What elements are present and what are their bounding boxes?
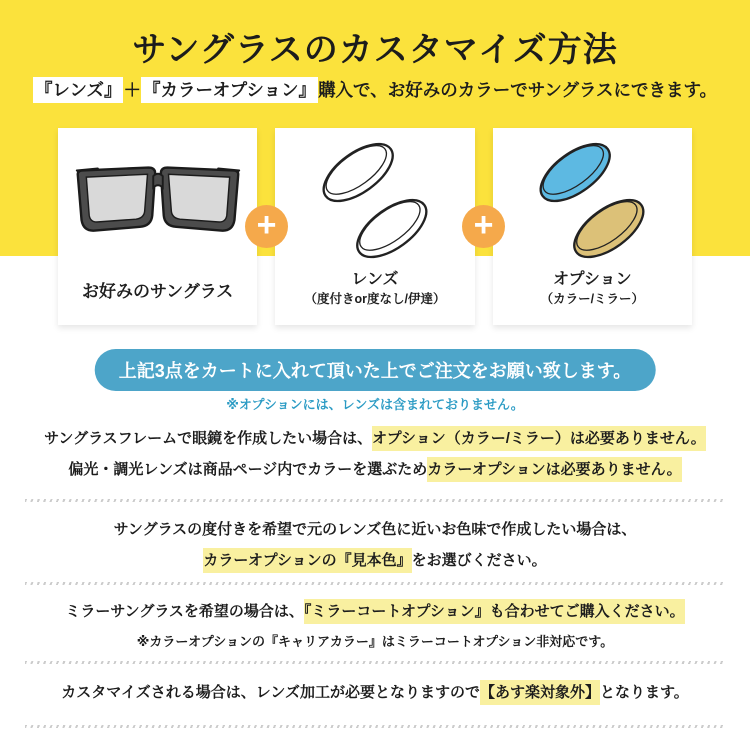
note-block-sample-color — [0, 514, 750, 576]
plus-icon — [245, 205, 288, 248]
step-label: レンズ — [351, 271, 399, 288]
subtitle-rest: 購入で、お好みのカラーでサングラスにできます。 — [318, 80, 718, 100]
note-highlight: カラーオプションの『見本色』 — [203, 548, 411, 573]
step-label: オプション — [553, 271, 632, 288]
dashed-divider — [25, 582, 725, 585]
note-line — [0, 677, 750, 708]
plus-glyph: + — [473, 206, 494, 244]
note-text: カスタマイズされる場合は、レンズ加工が必要となりますので — [61, 684, 480, 701]
subtitle-highlight-color-option: 『カラーオプション』 — [141, 77, 318, 103]
note-text: となります。 — [599, 684, 689, 701]
step-sublabel: （度付きor度なし/伊達） — [304, 292, 446, 306]
note-text: サングラスの度付きを希望で元のレンズ色に近いお色味で作成したい場合は、 — [113, 521, 637, 538]
note-block-asuraku — [0, 677, 750, 708]
step-label: お好みのサングラス — [82, 282, 234, 301]
dashed-divider — [25, 499, 725, 502]
note-block-mirror-coat — [0, 597, 750, 655]
sunglasses-icon — [58, 138, 257, 264]
hero-subtitle — [0, 77, 750, 102]
note-subnote: ※カラーオプションの『キャリアカラー』はミラーコートオプション非対応です。 — [136, 634, 614, 649]
step-card-sunglasses — [58, 128, 257, 325]
note-line — [0, 514, 750, 545]
note-text: ミラーサングラスを希望の場合は、 — [65, 603, 304, 620]
step-sublabel: （カラー/ミラー） — [540, 292, 645, 306]
note-line — [0, 423, 750, 454]
dashed-divider — [25, 661, 725, 664]
note-line — [0, 545, 750, 576]
option-exclusion-note: ※オプションには、レンズは含まれておりません。 — [226, 397, 524, 412]
note-text: サングラスフレームで眼鏡を作成したい場合は、 — [44, 430, 373, 447]
steps-row — [58, 128, 692, 325]
plus-glyph: + — [256, 206, 277, 244]
note-text: 偏光・調光レンズは商品ページ内でカラーを選ぶため — [68, 461, 428, 478]
note-text: をお選びください。 — [411, 552, 547, 569]
step-card-lenses — [275, 128, 474, 325]
color-lenses-icon — [493, 138, 692, 264]
page-title: サングラスのカスタマイズ方法 — [132, 31, 618, 69]
step-card-options — [493, 128, 692, 325]
plus-icon — [462, 205, 505, 248]
note-block-frame-glasses — [0, 423, 750, 485]
note-highlight: カラーオプションは必要ありません。 — [427, 457, 681, 482]
subtitle-plus: ＋ — [123, 80, 141, 100]
cart-instruction-banner: 上記3点をカートに入れて頂いた上でご注文をお願い致します。 — [95, 349, 656, 391]
clear-lenses-icon — [275, 138, 474, 264]
subtitle-highlight-lens: 『レンズ』 — [33, 77, 124, 103]
note-line — [0, 454, 750, 485]
note-highlight: オプション（カラー/ミラー）は必要ありません。 — [372, 426, 706, 451]
note-highlight: 『ミラーコートオプション』も合わせてご購入ください。 — [304, 599, 685, 624]
note-highlight: 【あす楽対象外】 — [480, 680, 600, 705]
note-line — [0, 597, 750, 627]
dashed-divider — [25, 725, 725, 728]
